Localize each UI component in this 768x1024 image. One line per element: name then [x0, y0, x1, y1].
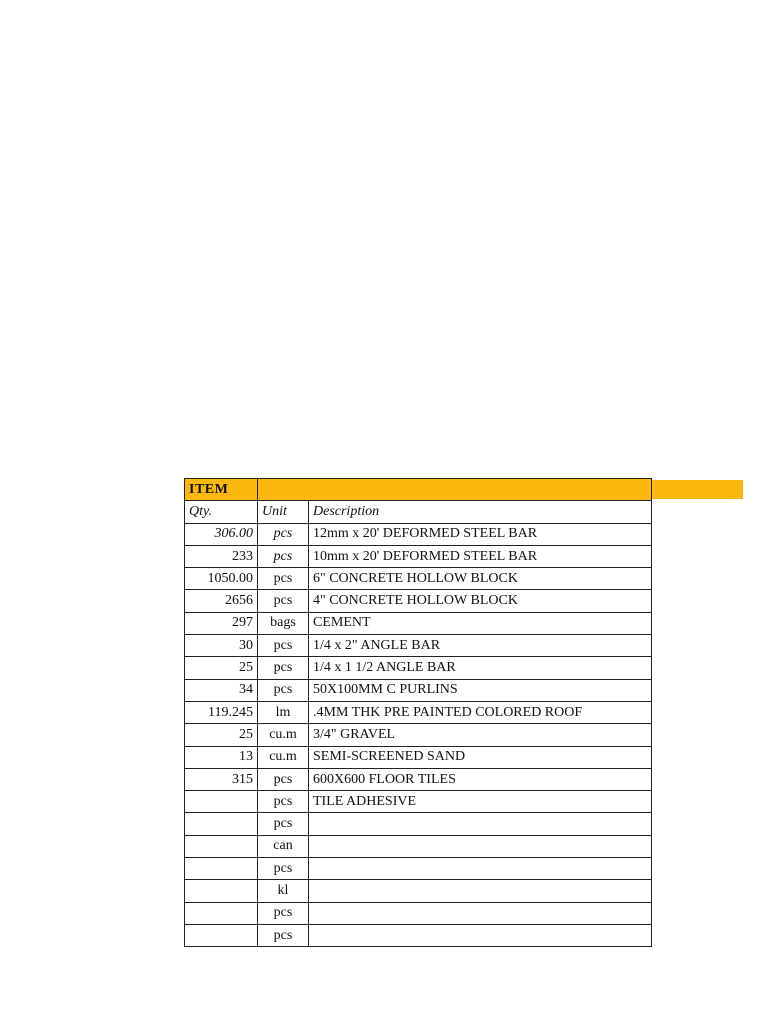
table-row	[185, 880, 652, 902]
unit-cell: lm	[258, 701, 309, 723]
item-title-cell	[185, 479, 258, 501]
unit-cell: pcs	[258, 924, 309, 946]
item-title: ITEM	[189, 481, 229, 497]
qty-cell: 30	[185, 635, 258, 657]
table-row	[185, 590, 652, 612]
description-cell: 3/4" GRAVEL	[309, 724, 652, 746]
qty-cell	[185, 858, 258, 880]
header-accent-strip	[650, 480, 743, 499]
table-row	[185, 679, 652, 701]
table-row	[185, 701, 652, 723]
table-row	[185, 724, 652, 746]
unit-cell: pcs	[258, 858, 309, 880]
unit-cell: cu.m	[258, 746, 309, 768]
description-cell	[309, 902, 652, 924]
qty-cell: 297	[185, 612, 258, 634]
description-cell: 1/4 x 2" ANGLE BAR	[309, 635, 652, 657]
qty-cell: 306.00	[185, 523, 258, 545]
qty-cell: 315	[185, 768, 258, 790]
description-cell: 600X600 FLOOR TILES	[309, 768, 652, 790]
unit-cell: can	[258, 835, 309, 857]
qty-cell: 25	[185, 724, 258, 746]
unit-cell: pcs	[258, 590, 309, 612]
qty-cell: 13	[185, 746, 258, 768]
description-cell: .4MM THK PRE PAINTED COLORED ROOF	[309, 701, 652, 723]
table-row	[185, 545, 652, 567]
description-cell: 1/4 x 1 1/2 ANGLE BAR	[309, 657, 652, 679]
description-cell: SEMI-SCREENED SAND	[309, 746, 652, 768]
unit-cell: pcs	[258, 635, 309, 657]
qty-cell: 34	[185, 679, 258, 701]
qty-cell	[185, 835, 258, 857]
table-row	[185, 835, 652, 857]
title-row	[185, 479, 652, 501]
description-cell	[309, 924, 652, 946]
description-cell: CEMENT	[309, 612, 652, 634]
table-row	[185, 635, 652, 657]
materials-table	[184, 478, 652, 947]
unit-cell: pcs	[258, 902, 309, 924]
title-row-filler	[258, 479, 652, 501]
table-row	[185, 813, 652, 835]
qty-cell: 2656	[185, 590, 258, 612]
unit-cell: kl	[258, 880, 309, 902]
qty-header: Qty.	[185, 501, 258, 523]
table-row	[185, 791, 652, 813]
unit-cell: pcs	[258, 791, 309, 813]
description-cell: 50X100MM C PURLINS	[309, 679, 652, 701]
table-row	[185, 568, 652, 590]
unit-cell: pcs	[258, 568, 309, 590]
column-header-row	[185, 501, 652, 523]
description-cell	[309, 858, 652, 880]
unit-cell: pcs	[258, 657, 309, 679]
unit-cell: pcs	[258, 523, 309, 545]
description-cell	[309, 813, 652, 835]
table-row	[185, 612, 652, 634]
description-cell: TILE ADHESIVE	[309, 791, 652, 813]
qty-cell	[185, 813, 258, 835]
qty-cell: 25	[185, 657, 258, 679]
table-row	[185, 768, 652, 790]
table-row	[185, 746, 652, 768]
table-row	[185, 657, 652, 679]
qty-cell: 233	[185, 545, 258, 567]
description-cell: 4" CONCRETE HOLLOW BLOCK	[309, 590, 652, 612]
unit-header: Unit	[258, 501, 309, 523]
qty-cell	[185, 924, 258, 946]
qty-cell: 1050.00	[185, 568, 258, 590]
table-row	[185, 523, 652, 545]
table-row	[185, 902, 652, 924]
description-cell: 12mm x 20' DEFORMED STEEL BAR	[309, 523, 652, 545]
description-header: Description	[309, 501, 652, 523]
table-row	[185, 924, 652, 946]
table-row	[185, 858, 652, 880]
unit-cell: pcs	[258, 813, 309, 835]
unit-cell: cu.m	[258, 724, 309, 746]
description-cell: 10mm x 20' DEFORMED STEEL BAR	[309, 545, 652, 567]
qty-cell	[185, 791, 258, 813]
qty-cell	[185, 902, 258, 924]
unit-cell: pcs	[258, 768, 309, 790]
qty-cell	[185, 880, 258, 902]
description-cell	[309, 835, 652, 857]
description-cell	[309, 880, 652, 902]
unit-cell: pcs	[258, 545, 309, 567]
unit-cell: pcs	[258, 679, 309, 701]
unit-cell: bags	[258, 612, 309, 634]
description-cell: 6" CONCRETE HOLLOW BLOCK	[309, 568, 652, 590]
qty-cell: 119.245	[185, 701, 258, 723]
